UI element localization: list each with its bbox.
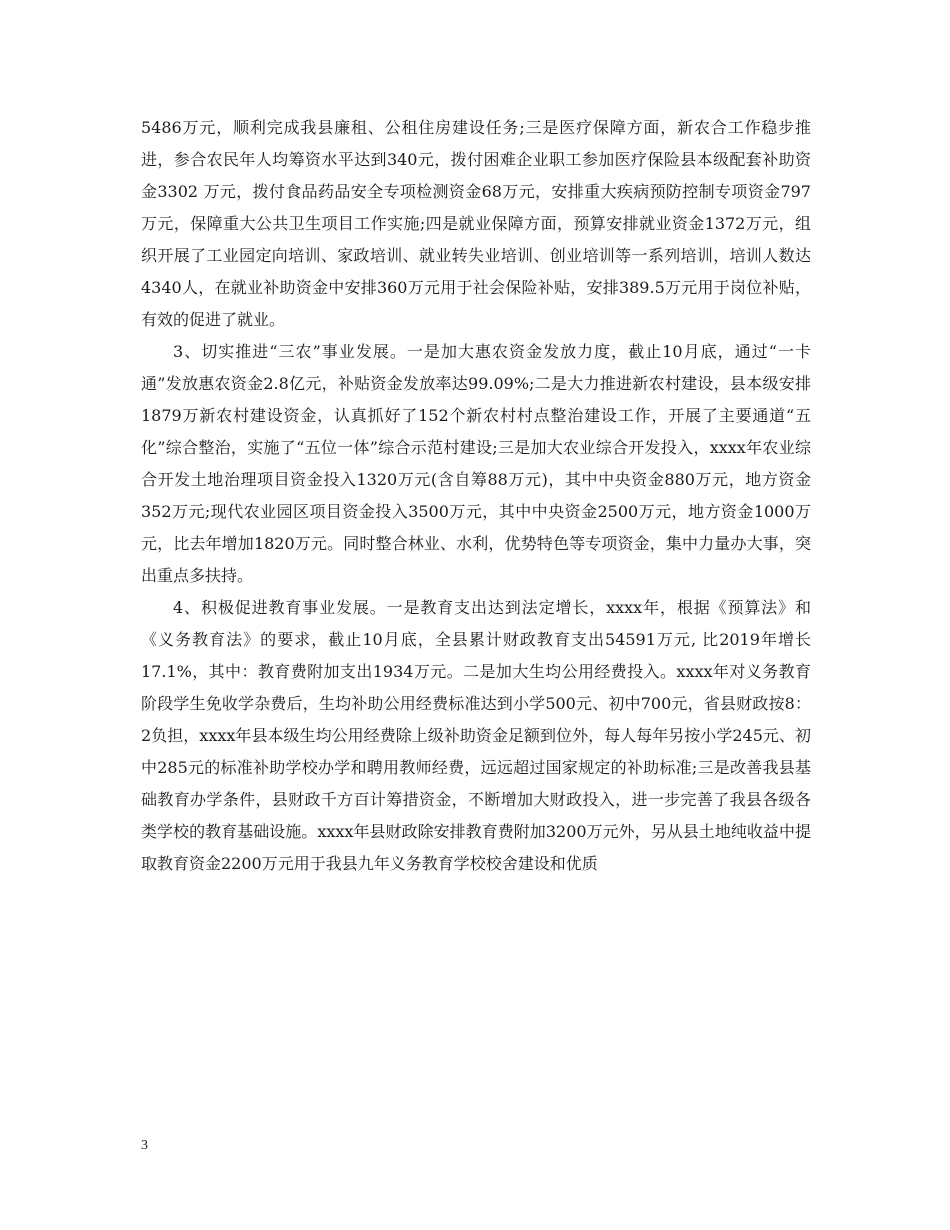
page-number: 3 bbox=[141, 1138, 148, 1153]
document-body bbox=[141, 112, 811, 880]
paragraph-continued: 5486万元，顺利完成我县廉租、公租住房建设任务;三是医疗保障方面，新农合工作稳步推进，参合农民年人均筹资水平达到340元，拨付困难企业职工参加医疗保险县本级配套补助资金3302 万元，拨付食品药品安全专项检测资金68万元，安排重大疾病预防控制专项资金797万元，保障重大公共卫生项目工作实施;四是就业保障方面，预算安排就业资金1372万元，组织开展了工业园定向培训、家政培训、就业转失业培训、创业培训等一系列培训，培训人数达4340人，在就业补助资金中安排360万元用于社会保险补贴，安排389.5万元用于岗位补贴，有效的促进了就业。 bbox=[141, 118, 811, 329]
paragraph-agriculture: 3、切实推进“三农”事业发展。一是加大惠农资金发放力度，截止10月底，通过“一卡通”发放惠农资金2.8亿元，补贴资金发放率达99.09%;二是大力推进新农村建设，县本级安排1879万新农村建设资金，认真抓好了152个新农村村点整治建设工作，开展了主要通道“五化”综合整治，实施了“五位一体”综合示范村建设;三是加大农业综合开发投入，xxxx年农业综合开发土地治理项目资金投入1320万元(含自筹88万元)，其中中央资金880万元，地方资金352万元;现代农业园区项目资金投入3500万元，其中中央资金2500万元，地方资金1000万元，比去年增加1820万元。同时整合林业、水利，优势特色等专项资金，集中力量办大事，突出重点多扶持。 bbox=[141, 342, 811, 585]
paragraph-education: 4、积极促进教育事业发展。一是教育支出达到法定增长，xxxx年，根据《预算法》和《义务教育法》的要求，截止10月底，全县累计财政教育支出54591万元, 比2019年增长17.1%，其中：教育费附加支出1934万元。二是加大生均公用经费投入。xxxx年对义务教育阶段学生免收学杂费后，生均补助公用经费标准达到小学500元、初中700元，省县财政按8：2负担，xxxx年县本级生均公用经费除上级补助资金足额到位外，每人每年另按小学245元、初中285元的标准补助学校办学和聘用教师经费，远远超过国家规定的补助标准;三是改善我县基础教育办学条件，县财政千方百计筹措资金，不断增加大财政投入，进一步完善了我县各级各类学校的教育基础设施。xxxx年县财政除安排教育费附加3200万元外，另从县土地纯收益中提取教育资金2200万元用于我县九年义务教育学校校舍建设和优质 bbox=[141, 598, 811, 873]
